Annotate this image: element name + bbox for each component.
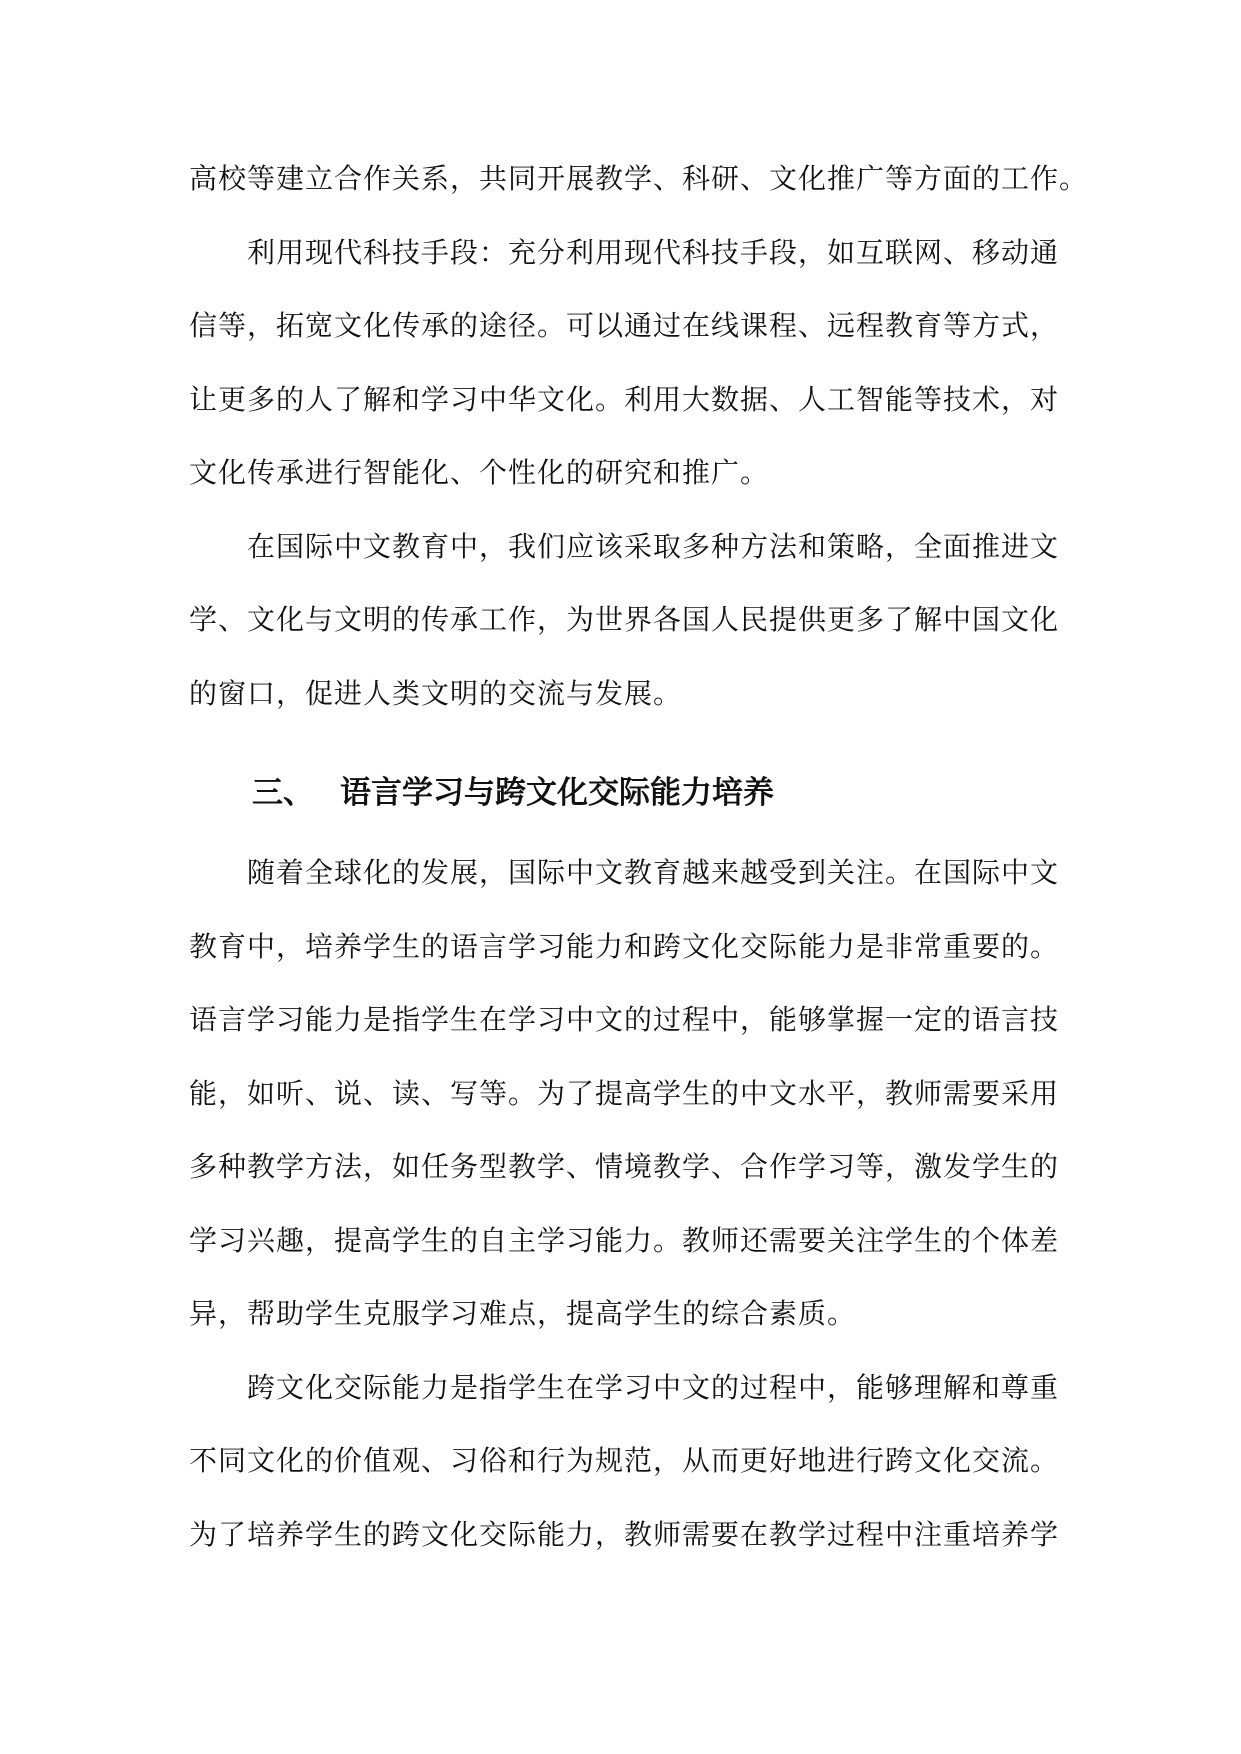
text-line: 学、文化与文明的传承工作，为世界各国人民提供更多了解中国文化: [189, 603, 1060, 636]
text-line: 能，如听、说、读、写等。为了提高学生的中文水平，教师需要采用: [189, 1076, 1060, 1110]
paragraph-language-learning: [189, 836, 1060, 1351]
text-line: 文化传承进行智能化、个性化的研究和推广。: [189, 456, 770, 489]
text-line: 语言学习能力是指学生在学习中文的过程中，能够掌握一定的语言技: [189, 1003, 1060, 1036]
paragraph-intercultural: [189, 1351, 1060, 1572]
text-line: 利用现代科技手段：充分利用现代科技手段，如互联网、移动通: [247, 235, 1060, 269]
section-heading: [189, 760, 1055, 826]
paragraph-modern-technology: [189, 216, 1060, 510]
paragraph-conclusion: [189, 510, 1060, 731]
text-line: 信等，拓宽文化传承的途径。可以通过在线课程、远程教育等方式，: [189, 309, 1060, 342]
text-line: 多种教学方法，如任务型教学、情境教学、合作学习等，激发学生的: [189, 1150, 1060, 1183]
text-line: 跨文化交际能力是指学生在学习中文的过程中，能够理解和尊重: [247, 1370, 1060, 1404]
paragraph-continuation: [189, 142, 1089, 216]
text-line: 高校等建立合作关系，共同开展教学、科研、文化推广等方面的工作。: [189, 162, 1089, 195]
text-line: 学习兴趣，提高学生的自主学习能力。教师还需要关注学生的个体差: [189, 1223, 1060, 1257]
text-line: 随着全球化的发展，国际中文教育越来越受到关注。在国际中文: [247, 856, 1060, 889]
section-title: 语言学习与跨文化交际能力培养: [340, 775, 774, 811]
section-spacer: [189, 730, 1055, 760]
text-line: 的窗口，促进人类文明的交流与发展。: [189, 676, 683, 710]
text-line: 不同文化的价值观、习俗和行为规范，从而更好地进行跨文化交流。: [189, 1444, 1060, 1477]
text-line: 教育中，培养学生的语言学习能力和跨文化交际能力是非常重要的。: [189, 929, 1060, 963]
document-body: [189, 142, 1089, 1571]
text-line: 在国际中文教育中，我们应该采取多种方法和策略，全面推进文: [247, 529, 1060, 563]
section-number: 三、: [252, 775, 314, 811]
text-line: 异，帮助学生克服学习难点，提高学生的综合素质。: [189, 1297, 857, 1330]
text-line: 为了培养学生的跨文化交际能力，教师需要在教学过程中注重培养学: [189, 1517, 1060, 1551]
text-line: 让更多的人了解和学习中华文化。利用大数据、人工智能等技术，对: [189, 382, 1060, 416]
